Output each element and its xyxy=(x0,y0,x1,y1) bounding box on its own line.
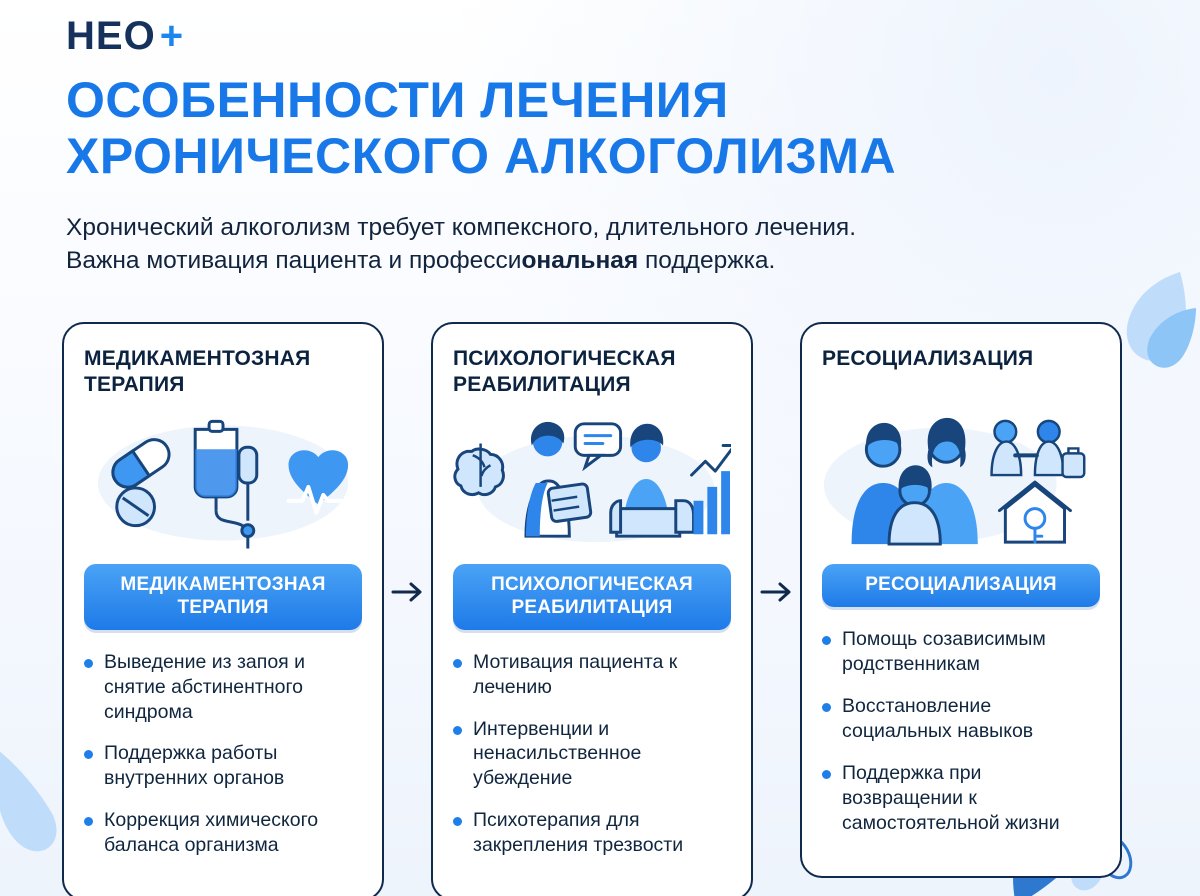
card-3-bullet-1: Помощь созависимым родственникам xyxy=(822,627,1100,677)
card-1-bullet-1: Выведение из запоя и снятие абстинентного синдрома xyxy=(84,650,362,725)
card-1-illustration xyxy=(84,400,362,560)
arrow-right-icon xyxy=(760,580,794,604)
page-title xyxy=(66,72,1146,184)
page-subtitle xyxy=(66,211,1066,277)
card-2-bullet-2: Интервенции и ненасильственное убеждение xyxy=(453,717,731,792)
logo-text: HEO xyxy=(66,14,156,58)
card-1-title: МЕДИКАМЕНТОЗНАЯ ТЕРАПИЯ xyxy=(84,347,311,396)
card-3-illustration xyxy=(822,400,1100,560)
card-2-bullet-1: Мотивация пациента к лечению xyxy=(453,650,731,700)
card-medication-therapy xyxy=(62,322,384,896)
page-subtitle-line-2 xyxy=(66,244,1066,277)
card-3-chip-label: РЕСОЦИАЛИЗАЦИЯ xyxy=(822,564,1100,607)
card-3-bullet-2: Восстановление социальных навыков xyxy=(822,694,1100,744)
card-3-bullets xyxy=(822,627,1100,836)
card-2-title: ПСИХОЛОГИЧЕСКАЯ РЕАБИЛИТАЦИЯ xyxy=(453,347,676,396)
card-psychological-rehabilitation xyxy=(431,322,753,896)
page-title-line-2: ХРОНИЧЕСКОГО АЛКОГОЛИЗМА xyxy=(66,128,897,184)
arrow-right-icon xyxy=(391,580,425,604)
page-title-line-1: ОСОБЕННОСТИ ЛЕЧЕНИЯ xyxy=(66,72,729,128)
card-1-bullet-3: Коррекция химического баланса организма xyxy=(84,808,362,858)
card-2-bullet-3: Психотерапия для закрепления трезвости xyxy=(453,808,731,858)
therapist-patient-brain-chart-icon xyxy=(453,405,731,555)
card-2-chip-label: ПСИХОЛОГИЧЕСКАЯ РЕАБИЛИТАЦИЯ xyxy=(453,564,731,630)
pills-iv-drip-heart-icon xyxy=(84,405,362,555)
card-3-title: РЕСОЦИАЛИЗАЦИЯ xyxy=(822,347,1034,370)
card-1-chip-label: МЕДИКАМЕНТОЗНАЯ ТЕРАПИЯ xyxy=(84,564,362,630)
card-2-bullets xyxy=(453,650,731,859)
logo-plus-icon: + xyxy=(159,14,184,58)
card-1-bullets xyxy=(84,650,362,859)
card-1-bullet-2: Поддержка работы внутренних органов xyxy=(84,741,362,791)
subtitle-text-part-1: Важна мотивация пациента и професси xyxy=(66,247,522,275)
subtitle-text-part-2: поддержка. xyxy=(638,247,776,275)
arrow-card1-to-card2 xyxy=(384,322,431,604)
family-handshake-house-icon xyxy=(822,405,1100,555)
subtitle-text-bold: ональная xyxy=(521,247,639,275)
card-3-bullet-3: Поддержка при возвращении к самостоятельной жизни xyxy=(822,761,1100,836)
arrow-card2-to-card3 xyxy=(753,322,800,604)
logo xyxy=(66,16,183,56)
page-subtitle-line-1: Хронический алкоголизм требует компексного, длительного лечения. xyxy=(66,214,857,241)
card-resocialization xyxy=(800,322,1122,878)
card-2-illustration xyxy=(453,400,731,560)
cards-row xyxy=(62,322,1142,896)
